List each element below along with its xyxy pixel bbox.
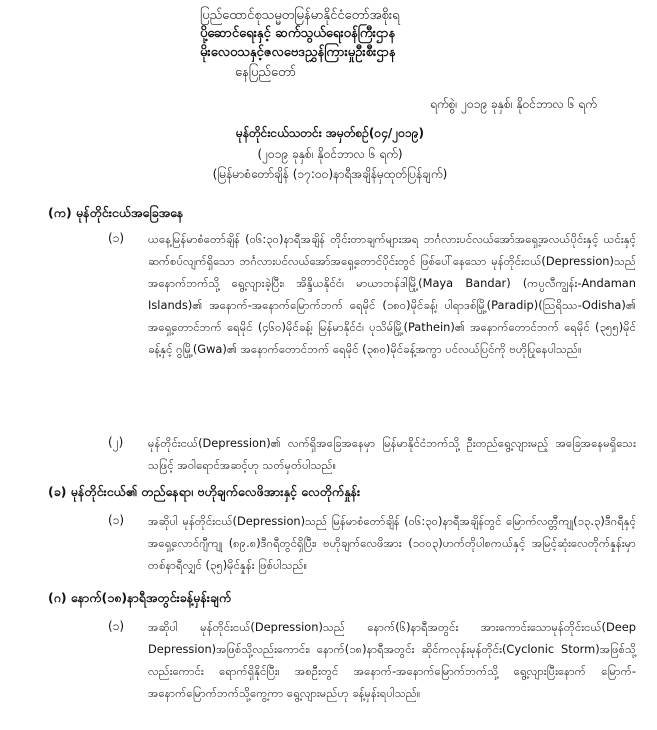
header-department: မိုးလေဝသနှင့်ဇလဗေဒညွှန်ကြားမှုဦးစီးဌာန	[200, 45, 396, 60]
header-government: ပြည်ထောင်စုသမ္မတမြန်မာနိုင်ငံတော်အစိုးရ	[200, 8, 400, 23]
news-title: မုန်တိုင်းငယ်သတင်း အမှတ်စဉ်(၀၄/၂၀၁၉)	[236, 126, 424, 140]
section-heading-forecast: (ဂ) နောက်(၁၈)နာရီအတွင်းခန့်မှန်းချက်	[48, 590, 232, 605]
header-city: နေပြည်တော်	[235, 65, 297, 80]
section-heading-position: (ခ) မုန်တိုင်းငယ်၏ တည်နေရာ၊ ဗဟိုချက်လေဖိအားနှင့် လေတိုက်နှုန်း	[48, 484, 361, 499]
header-ministry: ပို့ဆောင်ရေးနှင့် ဆက်သွယ်ရေးဝန်ကြီးဌာန	[200, 26, 396, 41]
item-number: (၁)	[108, 513, 125, 527]
paragraph-position: အဆိုပါ မုန်တိုင်းငယ်(Depression)သည် မြန်မာစံတော်ချိန် (၀၆:၃၀)နာရီအချိန်တွင် မြောက်လတ္တီကျု(၁၃.၃)ဒီဂရီနှင့် အရှေ့လောင်ဂျီကျု (၈၉.၈)ဒီဂရီတွင်ရှိပြီး၊ ဗဟိုချက်လေဖိအား (၁၀၀၃)ဟက်တိုပါစကယ်နှင့် အမြင့်ဆုံးလေတိုက်နှုန်းမှာ တစ်နာရီလျှင် (၃၅)မိုင်နှုန်း ဖြစ်ပါသည်။	[148, 514, 636, 572]
news-date: (၂၀၁၉ ခုနှစ်၊ နိုဝင်ဘာလ ၆ ရက်)	[257, 147, 403, 161]
news-release-time: (မြန်မာစံတော်ချိန် (၁၇:၀၀)နာရီအချိန်မှထုတ်ပြန်ချက်)	[212, 167, 448, 181]
document-date: ရက်စွဲ၊ ၂၀၁၉ ခုနှစ်၊ နိုဝင်ဘာလ ၆ ရက်	[430, 97, 597, 111]
paragraph-forecast: အဆိုပါ မုန်တိုင်းငယ်(Depression)သည် နောက်(၆)နာရီအတွင်း အားကောင်းသောမုန်တိုင်းငယ်(Deep Depression)အဖြစ်သို့လည်းကောင်း၊ နောက်(၁၈)နာရီအတွင်း ဆိုင်ကလုန်းမုန်တိုင်း(Cyclonic Storm)အဖြစ်သို့လည်းကောင်း ရောက်ရှိနိုင်ပြီး၊ အစဦးတွင် အနောက်-အနောက်မြောက်ဘက်သို့ ရွေ့လျားပြီးနောက် မြောက်-အနောက်မြောက်ဘက်သို့ကွေ့ကာ ရွေ့လျားမည်ဟု ခန့်မှန်းရပါသည်။	[148, 620, 636, 700]
section-heading-status: (က) မုန်တိုင်းငယ်အခြေအနေ	[48, 205, 184, 220]
paragraph-status-location: ယနေ့မြန်မာစံတော်ချိန် (၀၆:၃၀)နာရီအချိန် တိုင်းတာချက်များအရ ဘင်္ဂလားပင်လယ်အော်အရှေ့အလယ်ပိုင်းနှင့် ယင်းနှင့်ဆက်စပ်လျက်ရှိသော ဘင်္ဂလားပင်လယ်အော်အရှေ့တောင်ပိုင်းတွင် ဖြစ်ပေါ်နေသော မုန်တိုင်းငယ်(Depression)သည် အနောက်ဘက်သို့ ရွေ့လျားခဲ့ပြီး၊ အိန္ဒိယနိုင်ငံ၊ မာယာဘန်ဒါမြို့(Maya Bandar) (ကပ္ပလီကျွန်း-Andaman Islands)၏ အနောက်-အနောက်မြောက်ဘက် ရေမိုင် (၁၈၀)မိုင်ခန့်၊ ပါရာဒစ်မြို့(Paradip)(ဩရိဿ-Odisha)၏ အရှေ့တောင်ဘက် ရေမိုင် (၄၆၀)မိုင်ခန့်၊ မြန်မာနိုင်ငံ၊ ပုသိမ်မြို့(Pathein)၏ အနောက်တောင်ဘက် ရေမိုင် (၃၅၅)မိုင်ခန့်နှင့် ဂွမြို့(Gwa)၏ အနောက်တောင်ဘက် ရေမိုင် (၃၈၀)မိုင်ခန့်အကွာ ပင်လယ်ပြင်ကို ဗဟိုပြုနေပါသည်။	[148, 232, 636, 356]
item-number: (၂)	[108, 435, 124, 449]
item-number: (၁)	[108, 619, 125, 633]
item-number: (၁)	[108, 231, 125, 245]
paragraph-status-level: မုန်တိုင်းငယ်(Depression)၏ လက်ရှိအခြေအနေမှာ မြန်မာနိုင်ငံဘက်သို့ ဦးတည်ရွေ့လျားမည့် အခြေအနေမရှိသေးသဖြင့် အဝါရောင်အဆင့်ဟု သတ်မှတ်ပါသည်။	[148, 436, 636, 472]
